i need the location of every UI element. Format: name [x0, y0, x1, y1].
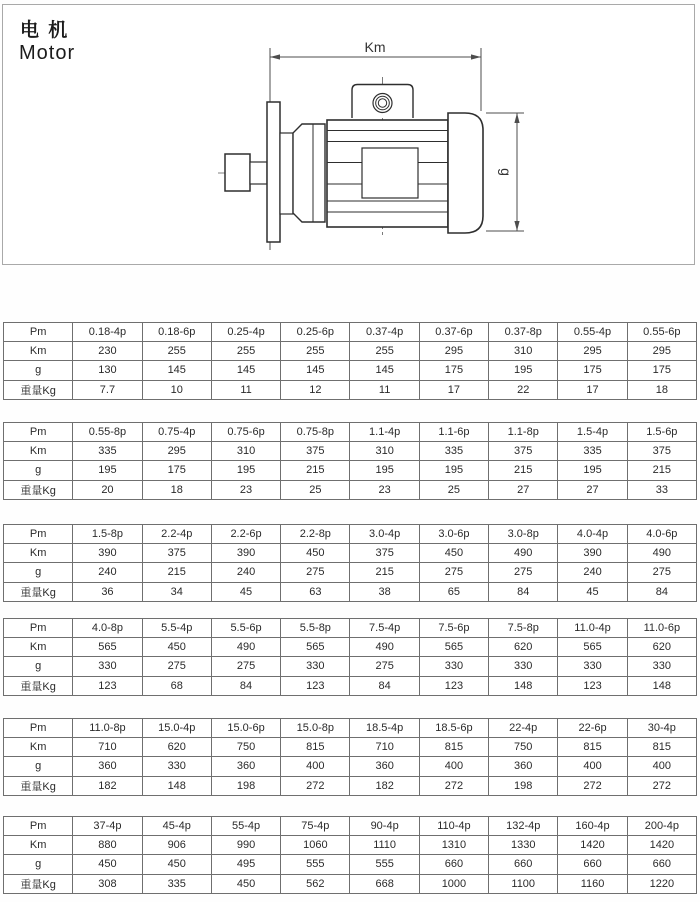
value-cell: 75-4p: [281, 817, 350, 836]
row-label-cell: Km: [4, 836, 73, 855]
value-cell: 255: [281, 342, 350, 361]
value-cell: 84: [211, 676, 280, 695]
value-cell: 375: [350, 544, 419, 563]
value-cell: 255: [142, 342, 211, 361]
value-cell: 3.0-4p: [350, 525, 419, 544]
spec-table-1: [3, 322, 697, 400]
value-cell: 295: [419, 342, 488, 361]
row-label-cell: g: [4, 461, 73, 480]
value-cell: 660: [627, 855, 696, 874]
value-cell: 195: [73, 461, 142, 480]
table-row: [4, 582, 697, 601]
value-cell: 3.0-6p: [419, 525, 488, 544]
value-cell: 195: [211, 461, 280, 480]
value-cell: 490: [350, 638, 419, 657]
row-label-cell: g: [4, 657, 73, 676]
value-cell: 240: [558, 563, 627, 582]
motor-diagram: [0, 0, 700, 270]
value-cell: 148: [627, 676, 696, 695]
value-cell: 110-4p: [419, 817, 488, 836]
value-cell: 2.2-8p: [281, 525, 350, 544]
value-cell: 11: [211, 380, 280, 399]
front-end-bell: [293, 124, 325, 222]
row-label-cell: Pm: [4, 619, 73, 638]
value-cell: 565: [281, 638, 350, 657]
value-cell: 335: [142, 874, 211, 893]
row-label-cell: Km: [4, 738, 73, 757]
row-label-cell: 重量Kg: [4, 676, 73, 695]
value-cell: 0.55-4p: [558, 323, 627, 342]
value-cell: 27: [489, 480, 558, 499]
value-cell: 906: [142, 836, 211, 855]
value-cell: 182: [73, 776, 142, 795]
table-row: [4, 719, 697, 738]
row-label-cell: Pm: [4, 525, 73, 544]
value-cell: 15.0-4p: [142, 719, 211, 738]
value-cell: 145: [350, 361, 419, 380]
value-cell: 25: [281, 480, 350, 499]
value-cell: 1060: [281, 836, 350, 855]
value-cell: 200-4p: [627, 817, 696, 836]
value-cell: 330: [558, 657, 627, 676]
value-cell: 668: [350, 874, 419, 893]
value-cell: 295: [558, 342, 627, 361]
value-cell: 4.0-8p: [73, 619, 142, 638]
table-row: [4, 361, 697, 380]
value-cell: 123: [73, 676, 142, 695]
value-cell: 360: [211, 757, 280, 776]
value-cell: 1330: [489, 836, 558, 855]
value-cell: 750: [211, 738, 280, 757]
spec-table-3: [3, 524, 697, 602]
value-cell: 400: [627, 757, 696, 776]
value-cell: 1420: [627, 836, 696, 855]
value-cell: 1.1-4p: [350, 423, 419, 442]
value-cell: 11.0-4p: [558, 619, 627, 638]
value-cell: 240: [211, 563, 280, 582]
value-cell: 27: [558, 480, 627, 499]
value-cell: 11: [350, 380, 419, 399]
value-cell: 160-4p: [558, 817, 627, 836]
value-cell: 17: [558, 380, 627, 399]
value-cell: 195: [419, 461, 488, 480]
row-label-cell: g: [4, 563, 73, 582]
value-cell: 5.5-4p: [142, 619, 211, 638]
value-cell: 495: [211, 855, 280, 874]
value-cell: 2.2-4p: [142, 525, 211, 544]
value-cell: 175: [627, 361, 696, 380]
value-cell: 275: [489, 563, 558, 582]
value-cell: 565: [558, 638, 627, 657]
value-cell: 400: [558, 757, 627, 776]
value-cell: 565: [73, 638, 142, 657]
dim-g-label: g: [498, 168, 514, 176]
table-row: [4, 776, 697, 795]
value-cell: 34: [142, 582, 211, 601]
value-cell: 450: [419, 544, 488, 563]
value-cell: 195: [350, 461, 419, 480]
value-cell: 750: [489, 738, 558, 757]
table-row: [4, 757, 697, 776]
value-cell: 5.5-8p: [281, 619, 350, 638]
value-cell: 12: [281, 380, 350, 399]
value-cell: 20: [73, 480, 142, 499]
value-cell: 37-4p: [73, 817, 142, 836]
value-cell: 11.0-8p: [73, 719, 142, 738]
value-cell: 490: [627, 544, 696, 563]
value-cell: 375: [142, 544, 211, 563]
value-cell: 215: [281, 461, 350, 480]
value-cell: 490: [211, 638, 280, 657]
row-label-cell: 重量Kg: [4, 380, 73, 399]
cable-gland-inner: [378, 99, 386, 107]
value-cell: 1.5-4p: [558, 423, 627, 442]
value-cell: 84: [627, 582, 696, 601]
value-cell: 450: [142, 638, 211, 657]
km-arrow-right: [471, 54, 481, 59]
value-cell: 145: [281, 361, 350, 380]
value-cell: 330: [489, 657, 558, 676]
value-cell: 45: [211, 582, 280, 601]
row-label-cell: 重量Kg: [4, 480, 73, 499]
value-cell: 230: [73, 342, 142, 361]
value-cell: 18.5-6p: [419, 719, 488, 738]
value-cell: 22: [489, 380, 558, 399]
value-cell: 1100: [489, 874, 558, 893]
row-label-cell: Pm: [4, 423, 73, 442]
value-cell: 815: [281, 738, 350, 757]
value-cell: 3.0-8p: [489, 525, 558, 544]
value-cell: 272: [419, 776, 488, 795]
value-cell: 330: [419, 657, 488, 676]
value-cell: 7.5-8p: [489, 619, 558, 638]
value-cell: 335: [73, 442, 142, 461]
value-cell: 195: [489, 361, 558, 380]
km-arrow-left: [270, 54, 280, 59]
table-row: [4, 676, 697, 695]
row-label-cell: 重量Kg: [4, 874, 73, 893]
row-label-cell: Pm: [4, 817, 73, 836]
value-cell: 815: [558, 738, 627, 757]
value-cell: 215: [350, 563, 419, 582]
value-cell: 10: [142, 380, 211, 399]
value-cell: 175: [142, 461, 211, 480]
table-row: [4, 619, 697, 638]
value-cell: 240: [73, 563, 142, 582]
value-cell: 25: [419, 480, 488, 499]
value-cell: 330: [142, 757, 211, 776]
value-cell: 215: [627, 461, 696, 480]
row-label-cell: 重量Kg: [4, 582, 73, 601]
value-cell: 22-6p: [558, 719, 627, 738]
value-cell: 195: [558, 461, 627, 480]
row-label-cell: Pm: [4, 323, 73, 342]
value-cell: 620: [142, 738, 211, 757]
table-row: [4, 442, 697, 461]
table-row: [4, 817, 697, 836]
value-cell: 335: [558, 442, 627, 461]
table-row: [4, 380, 697, 399]
value-cell: 815: [627, 738, 696, 757]
value-cell: 275: [350, 657, 419, 676]
spec-table-6: [3, 816, 697, 894]
value-cell: 45-4p: [142, 817, 211, 836]
value-cell: 215: [142, 563, 211, 582]
table-row: [4, 461, 697, 480]
value-cell: 4.0-4p: [558, 525, 627, 544]
row-label-cell: g: [4, 361, 73, 380]
value-cell: 18: [142, 480, 211, 499]
value-cell: 620: [627, 638, 696, 657]
value-cell: 1.1-8p: [489, 423, 558, 442]
value-cell: 565: [419, 638, 488, 657]
value-cell: 660: [558, 855, 627, 874]
row-label-cell: Km: [4, 638, 73, 657]
value-cell: 55-4p: [211, 817, 280, 836]
value-cell: 1.5-6p: [627, 423, 696, 442]
value-cell: 7.5-4p: [350, 619, 419, 638]
table-row: [4, 423, 697, 442]
value-cell: 148: [489, 676, 558, 695]
value-cell: 1000: [419, 874, 488, 893]
value-cell: 17: [419, 380, 488, 399]
value-cell: 30-4p: [627, 719, 696, 738]
value-cell: 0.55-8p: [73, 423, 142, 442]
row-label-cell: Km: [4, 442, 73, 461]
value-cell: 23: [350, 480, 419, 499]
value-cell: 490: [489, 544, 558, 563]
value-cell: 330: [73, 657, 142, 676]
spec-table-2: [3, 422, 697, 500]
value-cell: 310: [211, 442, 280, 461]
value-cell: 1110: [350, 836, 419, 855]
value-cell: 375: [489, 442, 558, 461]
value-cell: 308: [73, 874, 142, 893]
value-cell: 375: [281, 442, 350, 461]
value-cell: 450: [281, 544, 350, 563]
table-row: [4, 836, 697, 855]
table-row: [4, 480, 697, 499]
value-cell: 990: [211, 836, 280, 855]
value-cell: 22-4p: [489, 719, 558, 738]
row-label-cell: 重量Kg: [4, 776, 73, 795]
value-cell: 555: [350, 855, 419, 874]
table-row: [4, 638, 697, 657]
value-cell: 90-4p: [350, 817, 419, 836]
nameplate-panel: [362, 148, 418, 198]
table-row: [4, 855, 697, 874]
value-cell: 272: [627, 776, 696, 795]
value-cell: 45: [558, 582, 627, 601]
table-row: [4, 738, 697, 757]
value-cell: 7.7: [73, 380, 142, 399]
value-cell: 360: [350, 757, 419, 776]
value-cell: 198: [489, 776, 558, 795]
value-cell: 390: [73, 544, 142, 563]
value-cell: 1220: [627, 874, 696, 893]
value-cell: 562: [281, 874, 350, 893]
value-cell: 275: [281, 563, 350, 582]
value-cell: 0.55-6p: [627, 323, 696, 342]
value-cell: 175: [558, 361, 627, 380]
value-cell: 84: [350, 676, 419, 695]
motor-body: [225, 85, 483, 243]
row-label-cell: g: [4, 757, 73, 776]
value-cell: 0.37-6p: [419, 323, 488, 342]
value-cell: 815: [419, 738, 488, 757]
row-label-cell: Pm: [4, 719, 73, 738]
value-cell: 335: [419, 442, 488, 461]
fan-cover: [448, 113, 483, 233]
table-row: [4, 323, 697, 342]
value-cell: 660: [419, 855, 488, 874]
row-label-cell: Km: [4, 544, 73, 563]
value-cell: 15.0-6p: [211, 719, 280, 738]
mounting-flange: [267, 102, 280, 242]
value-cell: 275: [419, 563, 488, 582]
value-cell: 0.18-4p: [73, 323, 142, 342]
value-cell: 360: [489, 757, 558, 776]
value-cell: 1.5-8p: [73, 525, 142, 544]
value-cell: 132-4p: [489, 817, 558, 836]
page-title-chinese: 电 机: [20, 20, 70, 41]
value-cell: 375: [627, 442, 696, 461]
value-cell: 710: [73, 738, 142, 757]
value-cell: 330: [281, 657, 350, 676]
value-cell: 11.0-6p: [627, 619, 696, 638]
value-cell: 18: [627, 380, 696, 399]
value-cell: 33: [627, 480, 696, 499]
shaft-end-cylinder: [225, 154, 250, 191]
value-cell: 198: [211, 776, 280, 795]
value-cell: 2.2-6p: [211, 525, 280, 544]
value-cell: 0.18-6p: [142, 323, 211, 342]
value-cell: 1420: [558, 836, 627, 855]
adapter-ring: [280, 133, 293, 214]
row-label-cell: Km: [4, 342, 73, 361]
value-cell: 0.75-8p: [281, 423, 350, 442]
value-cell: 400: [419, 757, 488, 776]
value-cell: 0.37-8p: [489, 323, 558, 342]
page-title-english: Motor: [19, 42, 76, 64]
table-row: [4, 525, 697, 544]
g-arrow-top: [514, 113, 519, 123]
value-cell: 275: [627, 563, 696, 582]
value-cell: 0.25-4p: [211, 323, 280, 342]
value-cell: 18.5-4p: [350, 719, 419, 738]
value-cell: 400: [281, 757, 350, 776]
value-cell: 1160: [558, 874, 627, 893]
value-cell: 38: [350, 582, 419, 601]
spec-table-4: [3, 618, 697, 696]
value-cell: 215: [489, 461, 558, 480]
value-cell: 145: [142, 361, 211, 380]
value-cell: 275: [211, 657, 280, 676]
table-row: [4, 874, 697, 893]
value-cell: 123: [281, 676, 350, 695]
value-cell: 295: [142, 442, 211, 461]
value-cell: 710: [350, 738, 419, 757]
value-cell: 7.5-6p: [419, 619, 488, 638]
spec-table-5: [3, 718, 697, 796]
value-cell: 123: [558, 676, 627, 695]
dim-km-label: Km: [364, 39, 386, 55]
value-cell: 36: [73, 582, 142, 601]
value-cell: 182: [350, 776, 419, 795]
value-cell: 145: [211, 361, 280, 380]
value-cell: 450: [73, 855, 142, 874]
value-cell: 130: [73, 361, 142, 380]
value-cell: 295: [627, 342, 696, 361]
value-cell: 272: [281, 776, 350, 795]
shaft: [250, 162, 267, 184]
table-row: [4, 657, 697, 676]
value-cell: 0.75-6p: [211, 423, 280, 442]
value-cell: 330: [627, 657, 696, 676]
value-cell: 68: [142, 676, 211, 695]
value-cell: 23: [211, 480, 280, 499]
value-cell: 255: [350, 342, 419, 361]
value-cell: 63: [281, 582, 350, 601]
value-cell: 555: [281, 855, 350, 874]
value-cell: 1.1-6p: [419, 423, 488, 442]
value-cell: 880: [73, 836, 142, 855]
value-cell: 272: [558, 776, 627, 795]
value-cell: 175: [419, 361, 488, 380]
value-cell: 84: [489, 582, 558, 601]
value-cell: 360: [73, 757, 142, 776]
g-arrow-bottom: [514, 221, 519, 231]
value-cell: 0.25-6p: [281, 323, 350, 342]
value-cell: 123: [419, 676, 488, 695]
value-cell: 660: [489, 855, 558, 874]
value-cell: 310: [350, 442, 419, 461]
row-label-cell: g: [4, 855, 73, 874]
value-cell: 390: [211, 544, 280, 563]
value-cell: 65: [419, 582, 488, 601]
value-cell: 5.5-6p: [211, 619, 280, 638]
value-cell: 15.0-8p: [281, 719, 350, 738]
value-cell: 450: [142, 855, 211, 874]
table-row: [4, 544, 697, 563]
value-cell: 275: [142, 657, 211, 676]
table-row: [4, 563, 697, 582]
value-cell: 0.75-4p: [142, 423, 211, 442]
value-cell: 390: [558, 544, 627, 563]
value-cell: 1310: [419, 836, 488, 855]
value-cell: 255: [211, 342, 280, 361]
table-row: [4, 342, 697, 361]
value-cell: 450: [211, 874, 280, 893]
value-cell: 148: [142, 776, 211, 795]
value-cell: 0.37-4p: [350, 323, 419, 342]
value-cell: 4.0-6p: [627, 525, 696, 544]
value-cell: 310: [489, 342, 558, 361]
value-cell: 620: [489, 638, 558, 657]
